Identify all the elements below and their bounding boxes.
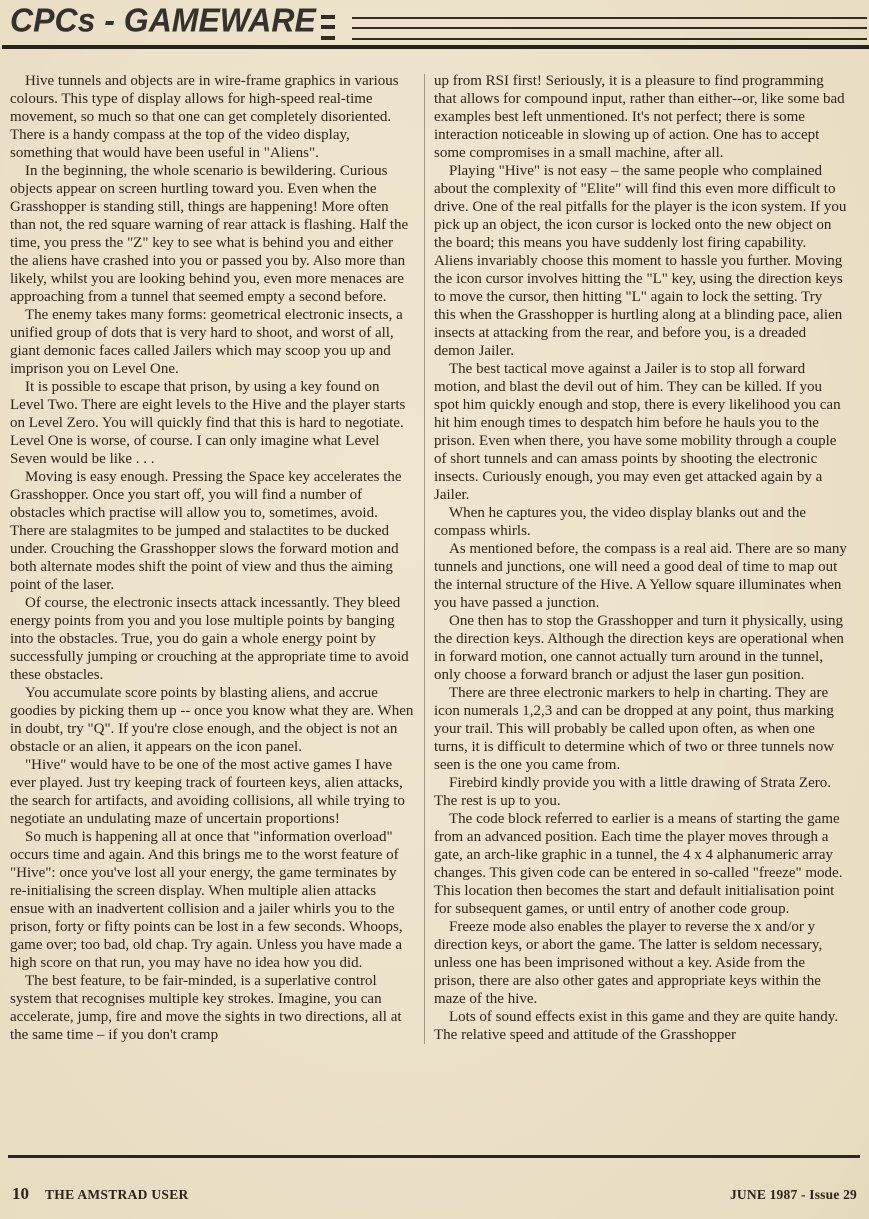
- magazine-name: THE AMSTRAD USER: [45, 1187, 189, 1202]
- page-footer: [12, 1184, 857, 1204]
- paragraph: Playing "Hive" is not easy – the same people who complained about the complexity of "Elite" will find this even more difficult to drive. One of the real pitfalls for the player is the icon system. If you pick up an object, the icon cursor is locked onto the new object on the board; this means you have suddenly lost firing capability. Aliens invariably choose this moment to hassle you further. Moving the icon cursor involves hitting the "L" key, using the direction keys to move the cursor, then hitting "L" again to lock the setting. Try this when the Grasshopper is hurtling along at a blinding pace, alien insects at attacking from the rear, and before you, is a dreaded demon Jailer.: [434, 163, 847, 359]
- header-dash: [321, 36, 335, 40]
- paragraph: Hive tunnels and objects are in wire-frame graphics in various colours. This type of display allows for high-speed real-time movement, so much so that one can get completely disoriented. There is a handy compass at the top of the video display, something that would have been useful in "Aliens".: [10, 73, 399, 161]
- paragraph: The best tactical move against a Jailer is to stop all forward motion, and blast the devil out of him. They can be killed. If you spot him quickly enough and stop, there is every likelihood you can hit him enough times to despatch him before he hauls you to the prison. Even when there, you have some mobility through a couple of short tunnels and can amass points by shooting the electronic insects. Curiously enough, you may even get attacked again by a Jailer.: [434, 361, 841, 503]
- paragraph: Of course, the electronic insects attack incessantly. They bleed energy points from you and you lose multiple points by banging into the obstacles. True, you do gain a whole energy point by successfully jumping or crouching at the appropriate time to avoid these obstacles.: [10, 595, 409, 683]
- right-column: [425, 72, 847, 1044]
- paragraph: In the beginning, the whole scenario is bewildering. Curious objects appear on screen hurtling toward you. Even when the Grasshopper is standing still, things are happening! More often than not, the red square warning of rear attack is flashing. Half the time, you press the "Z" key to see what is behind you and either the aliens have crashed into you or passed you by. Also more than likely, whilst you are looking behind you, even more menaces are approaching from a tunnel that seemed empty a second before.: [10, 163, 409, 305]
- paragraph: "Hive" would have to be one of the most active games I have ever played. Just try keeping track of fourteen keys, alien attacks, the search for artifacts, and avoiding collisions, all while trying to negotiate an undulating maze of uncertain proportions!: [10, 757, 405, 827]
- paragraph: Freeze mode also enables the player to reverse the x and/or y direction keys, or abort the game. The latter is seldom necessary, unless one has been imprisoned without a key. Aside from the prison, there are also other gates and appropriate keys within the maze of the hive.: [434, 919, 823, 1007]
- paragraph: Lots of sound effects exist in this game and they are quite handy. The relative speed and attitude of the Grasshopper: [434, 1009, 839, 1043]
- paragraph: The best feature, to be fair-minded, is a superlative control system that recognises multiple key strokes. Imagine, you can accelerate, jump, fire and move the sights in two directions, all at the same time – if you don't cramp: [10, 973, 402, 1043]
- article-body: [10, 72, 861, 1044]
- paragraph: The enemy takes many forms: geometrical electronic insects, a unified group of dots that is very hard to shoot, and worst of all, giant demonic faces called Jailers which may scoop you up and imprison you on Level One.: [10, 307, 403, 377]
- page-header: [0, 0, 869, 58]
- paragraph: up from RSI first! Seriously, it is a pleasure to find programming that allows for compound input, rather than either--or, like some bad examples best left unmentioned. It's not perfect; there is some interaction noticeable in slowing up of action. One has to accept some compromises in a small machine, after all.: [434, 73, 845, 161]
- header-line: [352, 27, 867, 29]
- paragraph: When he captures you, the video display blanks out and the compass whirls.: [434, 505, 806, 539]
- paragraph: It is possible to escape that prison, by using a key found on Level Two. There are eight levels to the Hive and the player starts on Level Zero. You will quickly find that this is hard to negotiate. Level One is worse, of course. I can only imagine what Level Seven would be like . . .: [10, 379, 406, 467]
- paragraph: The code block referred to earlier is a means of starting the game from an advanced position. Each time the player moves through a gate, an arch-like graphic in a tunnel, the 4 x 4 alphanumeric array changes. This given code can be entered in so-called "freeze" mode. This location then becomes the start and default initialisation point for subsequent games, or until entry of another code group.: [434, 811, 843, 917]
- paragraph: Moving is easy enough. Pressing the Space key accelerates the Grasshopper. Once you start off, you will find a number of obstacles which practise will allow you to, sometimes, avoid. There are stalagmites to be jumped and stalactites to be ducked under. Crouching the Grasshopper slows the forward motion and both alternate modes shift the point of view and thus the aiming point of the laser.: [10, 469, 402, 593]
- paragraph: One then has to stop the Grasshopper and turn it physically, using the direction keys. Although the direction keys are operational when in forward motion, one cannot actually turn around in the tunnel, only choose a forward branch or adjust the laser gun position.: [434, 613, 844, 683]
- left-column: [10, 72, 424, 1044]
- header-line: [352, 38, 867, 40]
- page-number: 10: [12, 1184, 29, 1203]
- paragraph: So much is happening all at once that "information overload" occurs time and again. And this brings me to the worst feature of "Hive": once you've lost all your energy, the game terminates by re-initialising the screen display. When multiple alien attacks ensue with an inadvertent collision and a jailer whirls you to the prison, forty or fifty points can be lost in a few seconds. Whoops, game over; too bad, old chap. Try again. Unless you have made a high score on that run, you may have no idea how you did.: [10, 829, 403, 971]
- header-rule: [2, 45, 869, 49]
- header-dash: [321, 25, 335, 29]
- section-title: CPCs - GAMEWARE: [10, 1, 316, 39]
- paragraph: Firebird kindly provide you with a little drawing of Strata Zero. The rest is up to you.: [434, 775, 832, 809]
- footer-left: [12, 1184, 189, 1204]
- header-line: [352, 17, 867, 19]
- footer-rule: [8, 1155, 860, 1158]
- header-dash: [321, 15, 335, 19]
- issue-label: JUNE 1987 - Issue 29: [729, 1187, 857, 1202]
- paragraph: There are three electronic markers to help in charting. They are icon numerals 1,2,3 and can be dropped at any point, thus marking your trail. This will probably be called upon often, as when one turns, it is difficult to determine which of two or three tunnels now seen is the one you came from.: [434, 685, 835, 773]
- paragraph: As mentioned before, the compass is a real aid. There are so many tunnels and junctions, one will need a good deal of time to map out the internal structure of the Hive. A Yellow square illuminates when you have passed a junction.: [434, 541, 847, 611]
- paragraph: You accumulate score points by blasting aliens, and accrue goodies by picking them up -- once you know what they are. When in doubt, try "Q". If you're close enough, and the object is not an obstacle or an alien, it appears on the icon panel.: [10, 685, 414, 755]
